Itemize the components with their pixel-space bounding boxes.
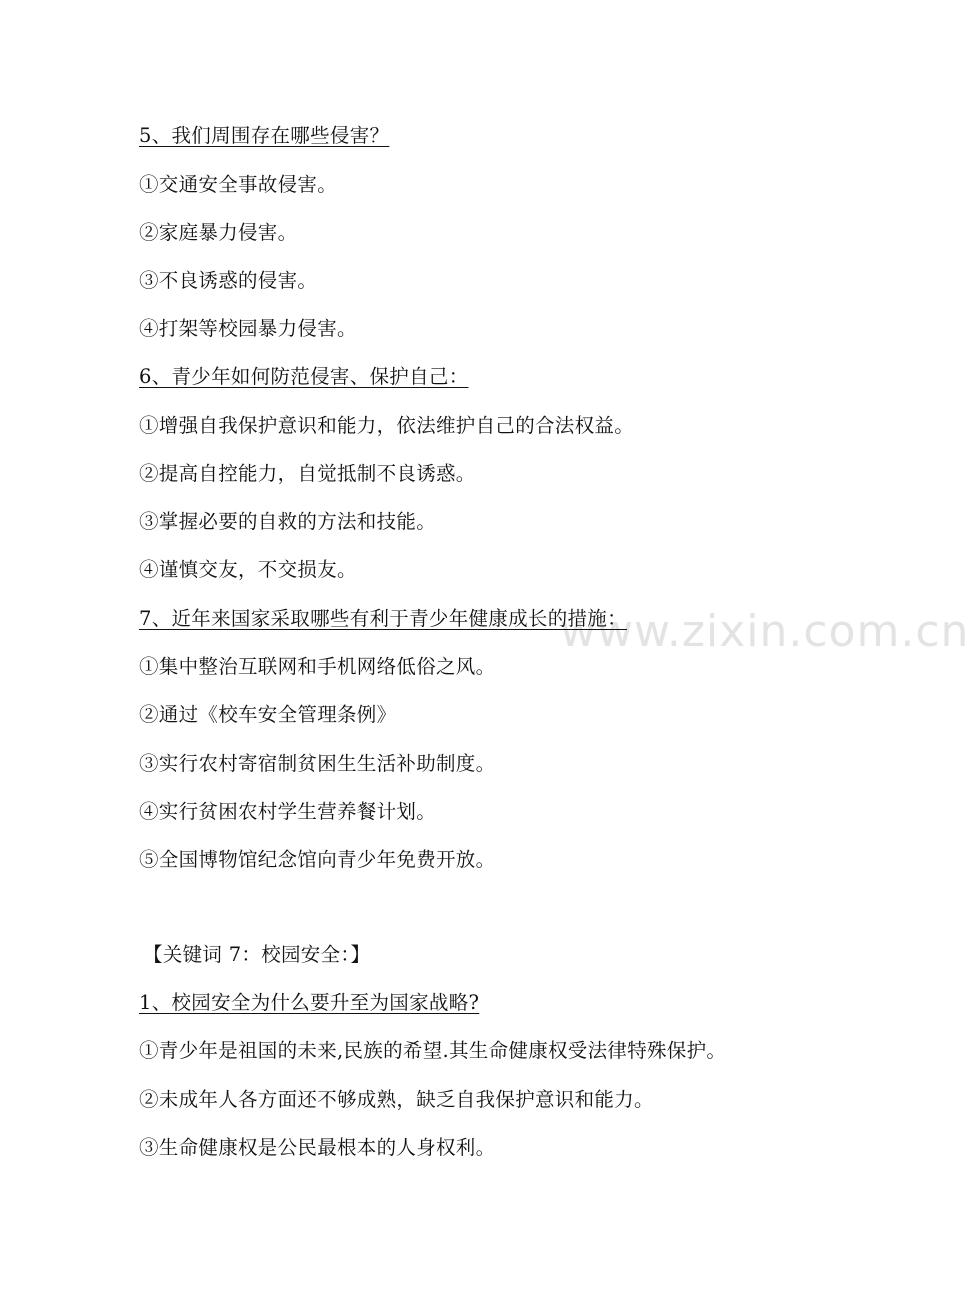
keyword-heading: 【关键词 7：校园安全：】 bbox=[143, 943, 371, 966]
list-item: ③实行农村寄宿制贫困生生活补助制度。 bbox=[139, 752, 496, 775]
list-item: ④打架等校园暴力侵害。 bbox=[139, 317, 357, 340]
question-heading: 1、校园安全为什么要升至为国家战略? bbox=[139, 991, 480, 1014]
question-heading: 6、青少年如何防范侵害、保护自己： bbox=[139, 365, 469, 388]
list-item: ②提高自控能力，自觉抵制不良诱惑。 bbox=[139, 462, 476, 485]
list-item: ②通过《校车安全管理条例》 bbox=[139, 703, 397, 726]
list-item: ②未成年人各方面还不够成熟，缺乏自我保护意识和能力。 bbox=[139, 1088, 654, 1111]
list-item: ②家庭暴力侵害。 bbox=[139, 221, 298, 244]
list-item: ④谨慎交友，不交损友。 bbox=[139, 558, 357, 581]
list-item: ①集中整治互联网和手机网络低俗之风。 bbox=[139, 655, 496, 678]
list-item: ④实行贫困农村学生营养餐计划。 bbox=[139, 800, 437, 823]
watermark: www.zixin.com.cn bbox=[560, 606, 969, 657]
question-heading: 5、我们周围存在哪些侵害？ bbox=[139, 124, 390, 147]
list-item: ③掌握必要的自救的方法和技能。 bbox=[139, 510, 437, 533]
question-heading: 7、近年来国家采取哪些有利于青少年健康成长的措施： bbox=[139, 607, 627, 630]
list-item: ⑤全国博物馆纪念馆向青少年免费开放。 bbox=[139, 848, 496, 871]
list-item: ③不良诱惑的侵害。 bbox=[139, 269, 318, 292]
list-item: ①青少年是祖国的未来,民族的希望.其生命健康权受法律特殊保护。 bbox=[139, 1039, 727, 1062]
list-item: ①交通安全事故侵害。 bbox=[139, 173, 338, 196]
list-item: ③生命健康权是公民最根本的人身权利。 bbox=[139, 1136, 496, 1159]
list-item: ①增强自我保护意识和能力，依法维护自己的合法权益。 bbox=[139, 414, 635, 437]
